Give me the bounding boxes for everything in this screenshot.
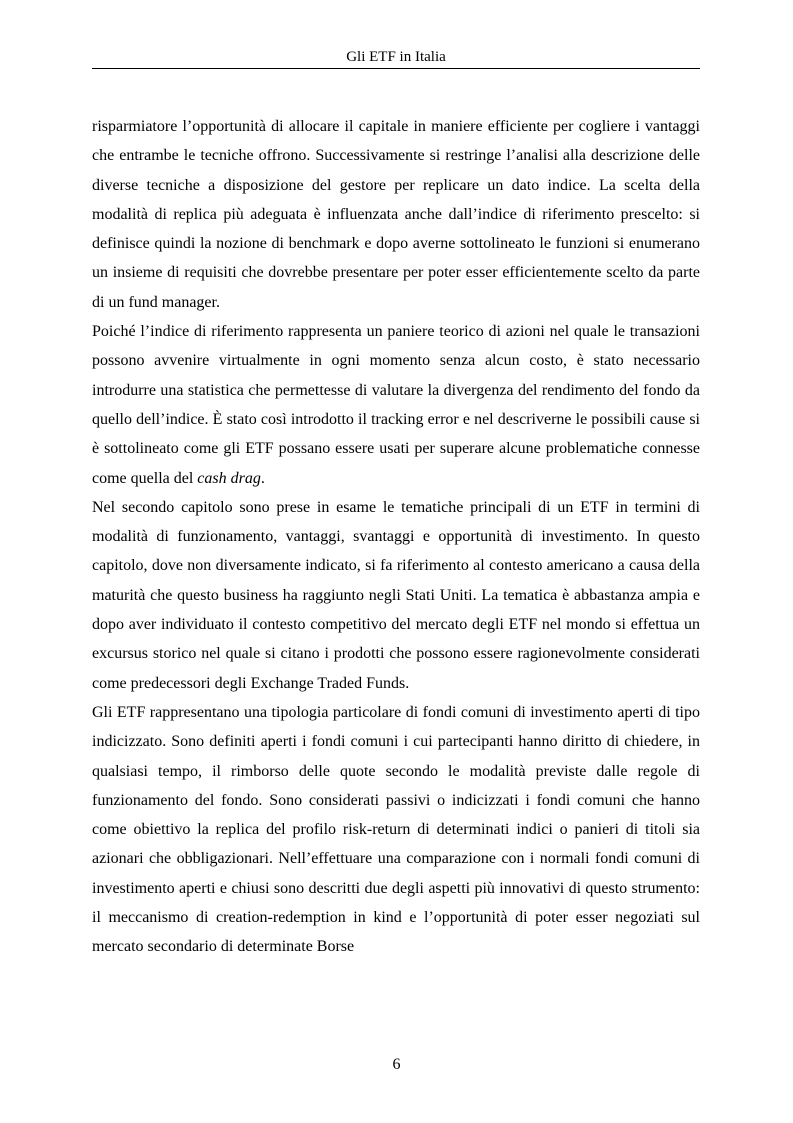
- running-header: [92, 46, 700, 69]
- paragraph-3: Nel secondo capitolo sono prese in esame le tematiche principali di un ETF in termini di modalità di funzionamento, vantaggi, svantaggi e opportunità di investimento. In questo capitolo, dove non diversamente indicato, si fa riferimento al contesto americano a causa della maturità che questo business ha raggiunto negli Stati Uniti. La tematica è abbastanza ampia e dopo aver individuato il contesto competitivo del mercato degli ETF nel mondo si effettua un excursus storico nel quale si citano i prodotti che possono essere ragionevolmente considerati come predecessori degli Exchange Traded Funds.: [92, 498, 700, 692]
- paragraph-2-end: .: [260, 469, 265, 487]
- paragraph-2-emphasis: cash drag: [197, 469, 261, 487]
- header-title: Gli ETF in Italia: [346, 49, 446, 65]
- paragraph-4: Gli ETF rappresentano una tipologia particolare di fondi comuni di investimento aperti di tipo indicizzato. Sono definiti aperti i fondi comuni i cui partecipanti hanno diritto di chiedere, in qualsiasi tempo, il rimborso delle quote secondo le modalità previste dalle regole di funzionamento del fondo. Sono considerati passivi o indicizzati i fondi comuni che hanno come obiettivo la replica del profilo risk-return di determinati indici o panieri di titoli sia azionari che obbligazionari. Nell’effettuare una comparazione con i normali fondi comuni di investimento aperti e chiusi sono descritti due degli aspetti più innovativi di questo strumento: il meccanismo di creation-redemption in kind e l’opportunità di poter esser negoziati sul mercato secondario di determinate Borse: [92, 703, 700, 956]
- paragraph-2: [92, 317, 700, 493]
- paragraph-2-text: Poiché l’indice di riferimento rappresenta un paniere teorico di azioni nel quale le transazioni possono avvenire virtualmente in ogni momento senza alcun costo, è stato necessario introdurre una statistica che permettesse di valutare la divergenza del rendimento del fondo da quello dell’indice. È stato così introdotto il tracking error e nel descriverne le possibili cause si è sottolineato come gli ETF possano essere usati per superare alcune problematiche connesse come quella del: [92, 323, 700, 487]
- paragraph-1: risparmiatore l’opportunità di allocare il capitale in maniere efficiente per cogliere i vantaggi che entrambe le tecniche offrono. Successivamente si restringe l’analisi alla descrizione delle diverse tecniche a disposizione del gestore per replicare un dato indice. La scelta della modalità di replica più adeguata è influenzata anche dall’indice di riferimento prescelto: si definisce quindi la nozione di benchmark e dopo averne sottolineato le funzioni si enumerano un insieme di requisiti che dovrebbe presentare per poter esser efficientemente scelto da parte di un fund manager.: [92, 118, 700, 311]
- body-text: [92, 112, 700, 962]
- page-number: 6: [392, 1056, 401, 1073]
